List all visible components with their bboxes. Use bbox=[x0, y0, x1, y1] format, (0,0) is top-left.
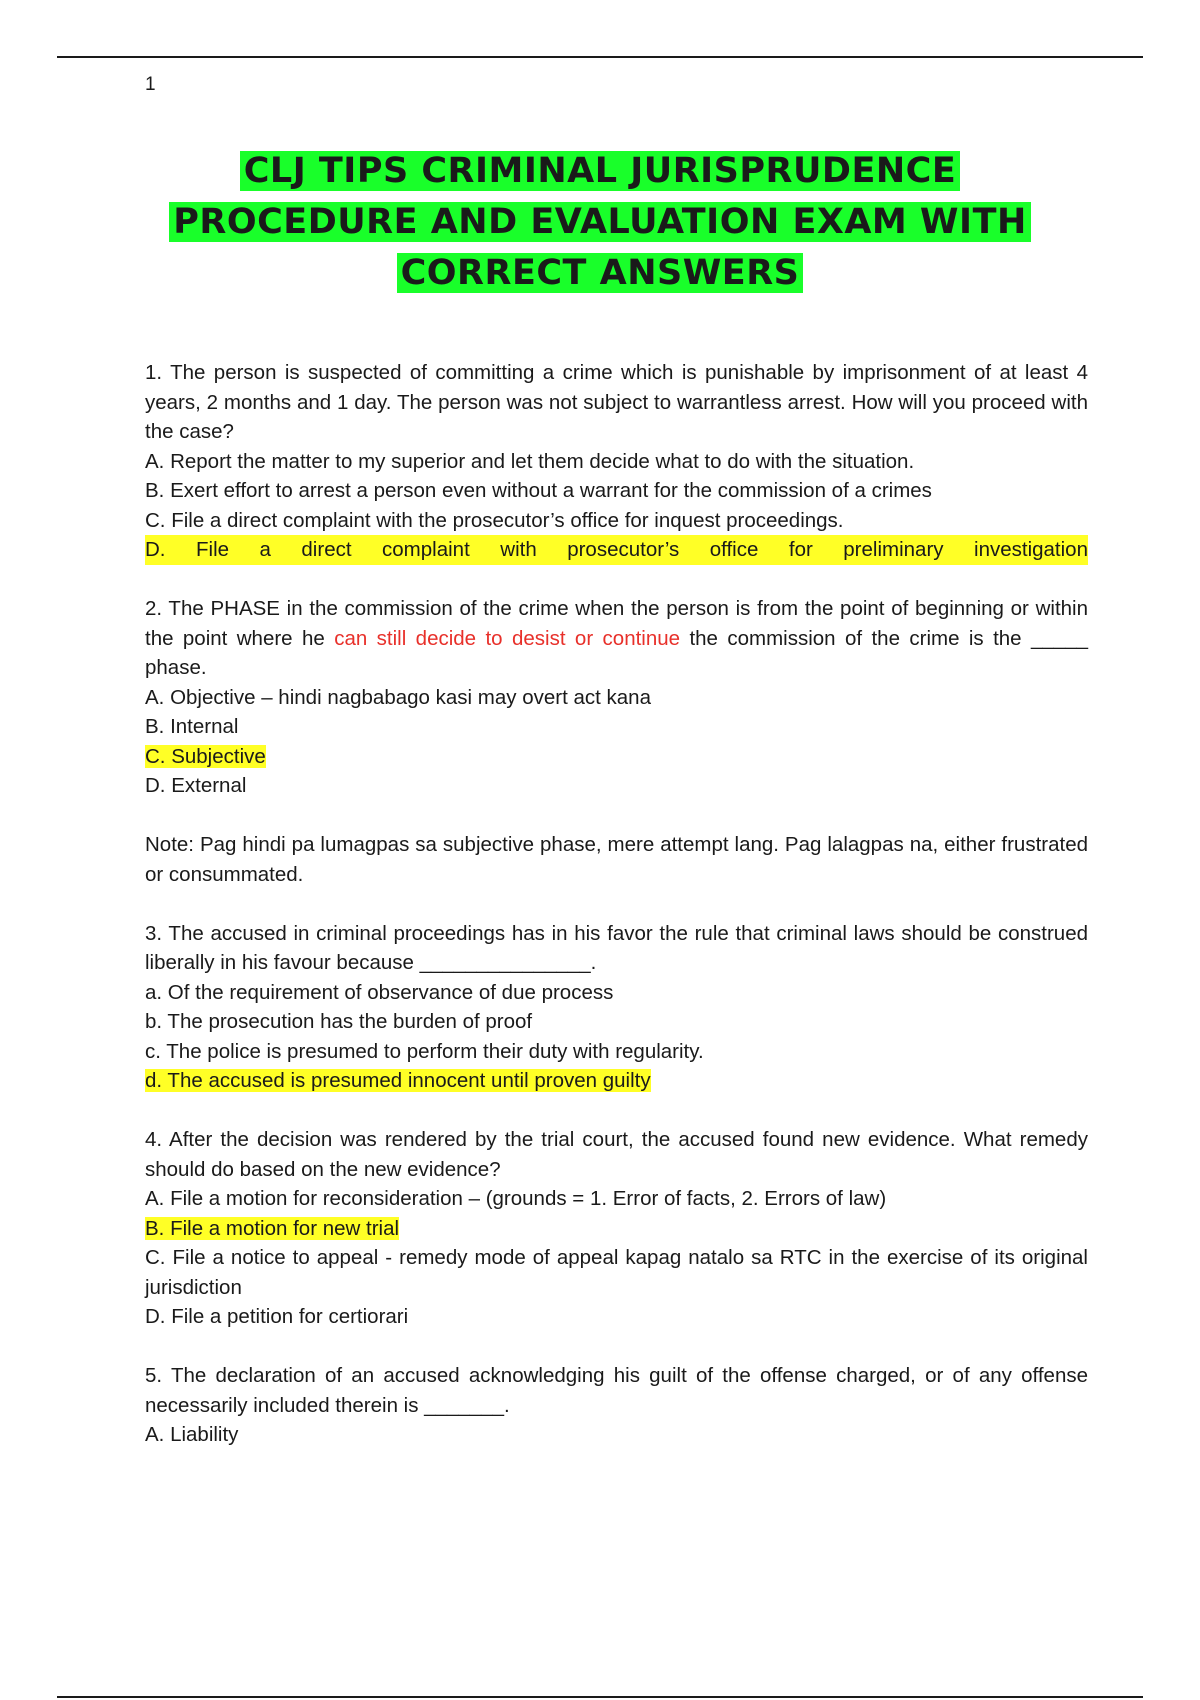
question-3-option-b: b. The prosecution has the burden of proof bbox=[145, 1010, 533, 1033]
question-5-option-a: A. Liability bbox=[145, 1423, 239, 1446]
top-rule bbox=[57, 56, 1143, 58]
question-2-correct-answer: C. Subjective bbox=[145, 744, 266, 768]
document-body bbox=[145, 358, 1088, 1479]
question-3 bbox=[145, 919, 1088, 1096]
question-4-option-c: C. File a notice to appeal - remedy mode of appeal kapag natalo sa RTC in the exercise of its original jurisdiction bbox=[145, 1246, 1088, 1299]
question-4-option-a: A. File a motion for reconsideration – (grounds = 1. Error of facts, 2. Errors of law) bbox=[145, 1187, 887, 1210]
question-2-emphasis: can still decide to desist or continue bbox=[334, 626, 681, 650]
page-number: 1 bbox=[145, 74, 156, 95]
question-4-text: 4. After the decision was rendered by the trial court, the accused found new evidence. What remedy should do based on the new evidence? bbox=[145, 1128, 1088, 1181]
question-3-correct-answer: d. The accused is presumed innocent until proven guilty bbox=[145, 1069, 651, 1092]
question-1-text: 1. The person is suspected of committing a crime which is punishable by imprisonment of at least 4 years, 2 months and 1 day. The person was not subject to warrantless arrest. How will you proceed with the case? bbox=[145, 361, 1088, 443]
question-2-text bbox=[145, 594, 1088, 683]
bottom-rule bbox=[57, 1696, 1143, 1698]
question-2-text-end: the commission of the crime is the _____ phase. bbox=[145, 626, 1088, 679]
question-4-option-d: D. File a petition for certiorari bbox=[145, 1305, 409, 1328]
question-3-option-a: a. Of the requirement of observance of due process bbox=[145, 980, 614, 1004]
title-line-2: PROCEDURE AND EVALUATION EXAM WITH bbox=[169, 202, 1030, 242]
question-3-text: 3. The accused in criminal proceedings has in his favor the rule that criminal laws should be construed liberally in his favour because _______________. bbox=[145, 921, 1088, 974]
question-1 bbox=[145, 358, 1088, 565]
title-line-1: CLJ TIPS CRIMINAL JURISPRUDENCE bbox=[240, 151, 961, 191]
question-2-option-a: A. Objective – hindi nagbabago kasi may overt act kana bbox=[145, 685, 651, 709]
question-1-option-b: B. Exert effort to arrest a person even without a warrant for the commission of a crimes bbox=[145, 479, 932, 502]
question-1-correct-answer: D. File a direct complaint with prosecutor’s office for preliminary investigation bbox=[145, 535, 1088, 565]
question-1-option-c: C. File a direct complaint with the prosecutor’s office for inquest proceedings. bbox=[145, 508, 844, 532]
question-5 bbox=[145, 1361, 1088, 1450]
question-2-option-b: B. Internal bbox=[145, 715, 239, 738]
question-2-note: Note: Pag hindi pa lumagpas sa subjective phase, mere attempt lang. Pag lalagpas na, either frustrated or consummated. bbox=[145, 833, 1088, 886]
question-3-option-c: c. The police is presumed to perform their duty with regularity. bbox=[145, 1039, 704, 1063]
document-title bbox=[0, 146, 1200, 299]
question-2-option-d: D. External bbox=[145, 774, 247, 797]
question-2 bbox=[145, 594, 1088, 801]
question-5-text: 5. The declaration of an accused acknowledging his guilt of the offense charged, or of any offense necessarily included therein is _______. bbox=[145, 1364, 1088, 1417]
question-1-option-a: A. Report the matter to my superior and let them decide what to do with the situation. bbox=[145, 449, 915, 473]
question-4-correct-answer: B. File a motion for new trial bbox=[145, 1216, 400, 1240]
question-2-text-start: 2. The PHASE in the commission of the crime when the person is from the point of beginning or within the point where he bbox=[145, 597, 1088, 650]
title-line-3: CORRECT ANSWERS bbox=[397, 253, 804, 293]
question-4 bbox=[145, 1125, 1088, 1332]
